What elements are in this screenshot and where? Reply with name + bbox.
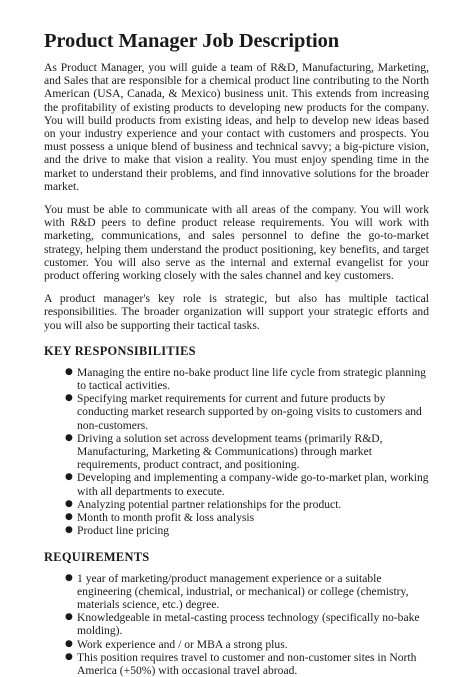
list-item <box>65 471 429 497</box>
communication-paragraph: You must be able to communicate with all areas of the company. You will work with R&D peers to define product release requirements. You will work with marketing, communications, and sales personnel to define the go-to-market strategy, helping them understand the product positioning, key benefits, and target customer. You will also serve as the internal and external evangelist for your product offering working closely with the sales channel and key customers. <box>44 203 429 282</box>
bullet-icon: ● <box>65 366 73 379</box>
list-item-text: Developing and implementing a company-wide go-to-market plan, working with all departments to execute. <box>77 471 429 497</box>
bullet-icon: ● <box>65 498 73 511</box>
list-item-text: Driving a solution set across development teams (primarily R&D, Manufacturing, Marketing & Communications) through market requirements, product contract, and positioning. <box>77 432 383 471</box>
list-item <box>65 511 429 524</box>
list-item-text: Analyzing potential partner relationships for the product. <box>77 498 341 511</box>
list-item-text: Knowledgeable in metal-casting process technology (specifically no-bake molding). <box>77 611 420 637</box>
list-item-text: Specifying market requirements for current and future products by conducting market research supported by on-going visits to customers and non-customers. <box>77 392 422 431</box>
bullet-icon: ● <box>65 524 73 537</box>
list-item <box>65 366 429 392</box>
key-responsibilities-list <box>44 366 429 538</box>
list-item <box>65 651 429 677</box>
bullet-icon: ● <box>65 511 73 524</box>
list-item-text: Managing the entire no-bake product line life cycle from strategic planning to tactical activities. <box>77 366 426 392</box>
list-item-text: Work experience and / or MBA a strong plus. <box>77 638 288 651</box>
list-item <box>65 611 429 637</box>
list-item <box>65 432 429 472</box>
list-item <box>65 572 429 612</box>
key-responsibilities-heading: KEY RESPONSIBILITIES <box>44 344 429 358</box>
list-item-text: Month to month profit & loss analysis <box>77 511 254 524</box>
list-item <box>65 392 429 432</box>
bullet-icon: ● <box>65 651 73 664</box>
intro-paragraph: As Product Manager, you will guide a team of R&D, Manufacturing, Marketing, and Sales that are responsible for a chemical product line contributing to the North American (USA, Canada, & Mexico) business unit. This extends from increasing the profitability of existing products to developing new products for the company. You will build products from existing ideas, and help to develop new ideas based on your industry experience and your contact with customers and prospects. You must possess a unique blend of business and technical savvy; a big-picture vision, and the drive to make that vision a reality. You must enjoy spending time in the market to understand their problems, and find innovative solutions for the broader market. <box>44 61 429 193</box>
list-item-text: 1 year of marketing/product management experience or a suitable engineering (chemical, industrial, or mechanical) or college (chemistry, materials science, etc.) degree. <box>77 572 408 611</box>
bullet-icon: ● <box>65 611 73 624</box>
bullet-icon: ● <box>65 638 73 651</box>
list-item-text: Product line pricing <box>77 524 169 537</box>
requirements-list <box>44 572 429 677</box>
bullet-icon: ● <box>65 392 73 405</box>
bullet-icon: ● <box>65 471 73 484</box>
list-item <box>65 638 429 651</box>
requirements-heading: REQUIREMENTS <box>44 550 429 564</box>
strategic-role-paragraph: A product manager's key role is strategic, but also has multiple tactical responsibilities. The broader organization will support your strategic efforts and you will also be supporting their tactical tasks. <box>44 292 429 332</box>
list-item <box>65 498 429 511</box>
bullet-icon: ● <box>65 432 73 445</box>
list-item <box>65 524 429 537</box>
document-title: Product Manager Job Description <box>44 28 429 54</box>
list-item-text: This position requires travel to customer and non-customer sites in North America (+50%) with occasional travel abroad. <box>77 651 416 677</box>
bullet-icon: ● <box>65 572 73 585</box>
